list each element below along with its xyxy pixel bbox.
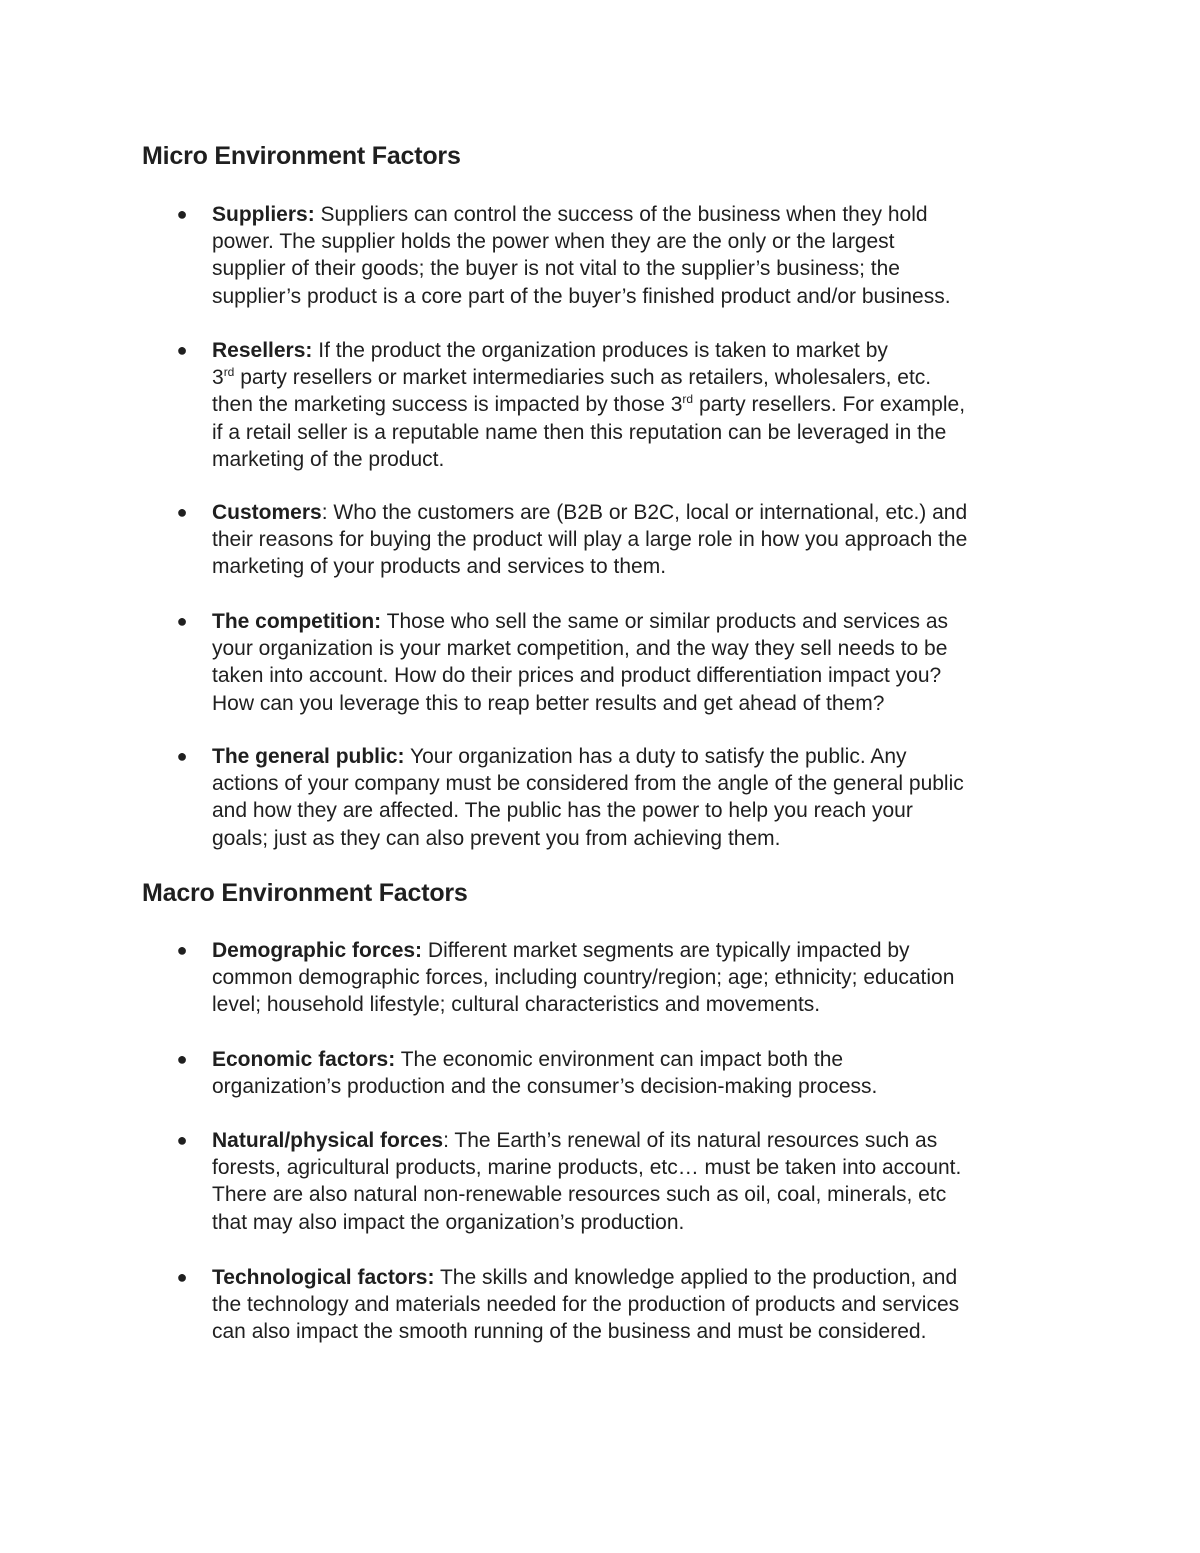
item-text: power. The supplier holds the power when they are the only or the largest: [212, 230, 895, 254]
list-item-technological: [176, 1264, 1072, 1346]
item-text: if a retail seller is a reputable name then this reputation can be leveraged in the: [212, 420, 947, 444]
item-text: that may also impact the organization’s production.: [212, 1210, 685, 1234]
list-item-suppliers: [176, 201, 1072, 310]
item-text: : The Earth’s renewal of its natural resources such as: [443, 1129, 938, 1152]
item-text: There are also natural non-renewable resources such as oil, coal, minerals, etc: [212, 1183, 947, 1207]
term-general-public: The general public:: [212, 745, 405, 768]
item-text: party resellers or market intermediaries such as retailers, wholesalers, etc.: [240, 366, 932, 390]
item-text: Those who sell the same or similar products and services as: [386, 610, 949, 633]
bullet-icon: ●: [176, 204, 188, 224]
bullet-icon: ●: [176, 502, 188, 522]
list-item-general-public: [176, 743, 1072, 852]
item-text: marketing of the product.: [212, 447, 445, 471]
section-title-macro: Macro Environment Factors: [142, 879, 468, 907]
item-text: level; household lifestyle; cultural characteristics and movements.: [212, 993, 821, 1017]
bullet-icon: ●: [176, 1049, 188, 1069]
term-customers: Customers: [212, 501, 322, 524]
item-text: Your organization has a duty to satisfy the public. Any: [410, 745, 907, 768]
term-resellers: Resellers:: [212, 339, 313, 362]
item-text: How can you leverage this to reap better results and get ahead of them?: [212, 691, 885, 715]
list-item-demographic: [176, 937, 1072, 1019]
term-technological: Technological factors:: [212, 1266, 435, 1289]
item-text: forests, agricultural products, marine products, etc… must be taken into account.: [212, 1156, 962, 1180]
section-title-micro: Micro Environment Factors: [142, 142, 461, 170]
list-item-natural: [176, 1127, 1072, 1236]
bullet-icon: ●: [176, 746, 188, 766]
ordinal-number: 3: [212, 366, 224, 390]
ordinal-suffix: rd: [223, 365, 235, 380]
list-item-resellers: [176, 337, 1072, 473]
term-natural: Natural/physical forces: [212, 1129, 444, 1152]
list-item-customers: [176, 499, 1072, 581]
item-text: If the product the organization produces is taken to market by: [318, 339, 888, 362]
list-item-economic: [176, 1046, 1072, 1100]
item-text: Different market segments are typically impacted by: [427, 939, 910, 962]
bullet-icon: ●: [176, 1267, 188, 1287]
item-text: Suppliers can control the success of the business when they hold: [320, 203, 928, 226]
bullet-icon: ●: [176, 611, 188, 631]
item-text: : Who the customers are (B2B or B2C, local or international, etc.) and: [321, 501, 968, 524]
item-text: common demographic forces, including country/region; age; ethnicity; education: [212, 966, 955, 990]
term-economic: Economic factors:: [212, 1048, 396, 1071]
item-text: The skills and knowledge applied to the production, and: [439, 1266, 958, 1289]
item-text: your organization is your market competition, and the way they sell needs to be: [212, 637, 948, 661]
item-text: organization’s production and the consumer’s decision-making process.: [212, 1075, 878, 1099]
bullet-icon: ●: [176, 1130, 188, 1150]
item-text: their reasons for buying the product will play a large role in how you approach the: [212, 528, 968, 552]
item-text: then the marketing success is impacted by those 3: [212, 393, 683, 417]
item-text: actions of your company must be considered from the angle of the general public: [212, 772, 964, 796]
item-text: supplier of their goods; the buyer is not vital to the supplier’s business; the: [212, 257, 900, 281]
item-text: marketing of your products and services to them.: [212, 555, 667, 579]
term-suppliers: Suppliers:: [212, 203, 315, 226]
item-text: party resellers. For example,: [698, 393, 966, 417]
item-text: and how they are affected. The public has the power to help you reach your: [212, 799, 913, 823]
item-text: can also impact the smooth running of the business and must be considered.: [212, 1320, 927, 1344]
term-demographic: Demographic forces:: [212, 939, 423, 962]
bullet-icon: ●: [176, 940, 188, 960]
term-competition: The competition:: [212, 610, 382, 633]
list-item-competition: [176, 608, 1072, 717]
item-text: supplier’s product is a core part of the buyer’s finished product and/or business.: [212, 284, 951, 308]
item-text: taken into account. How do their prices and product differentiation impact you?: [212, 664, 942, 688]
item-text: goals; just as they can also prevent you from achieving them.: [212, 826, 781, 850]
item-text: The economic environment can impact both the: [400, 1048, 844, 1071]
ordinal-suffix: rd: [682, 392, 694, 407]
item-text: the technology and materials needed for the production of products and services: [212, 1293, 960, 1317]
bullet-icon: ●: [176, 340, 188, 360]
